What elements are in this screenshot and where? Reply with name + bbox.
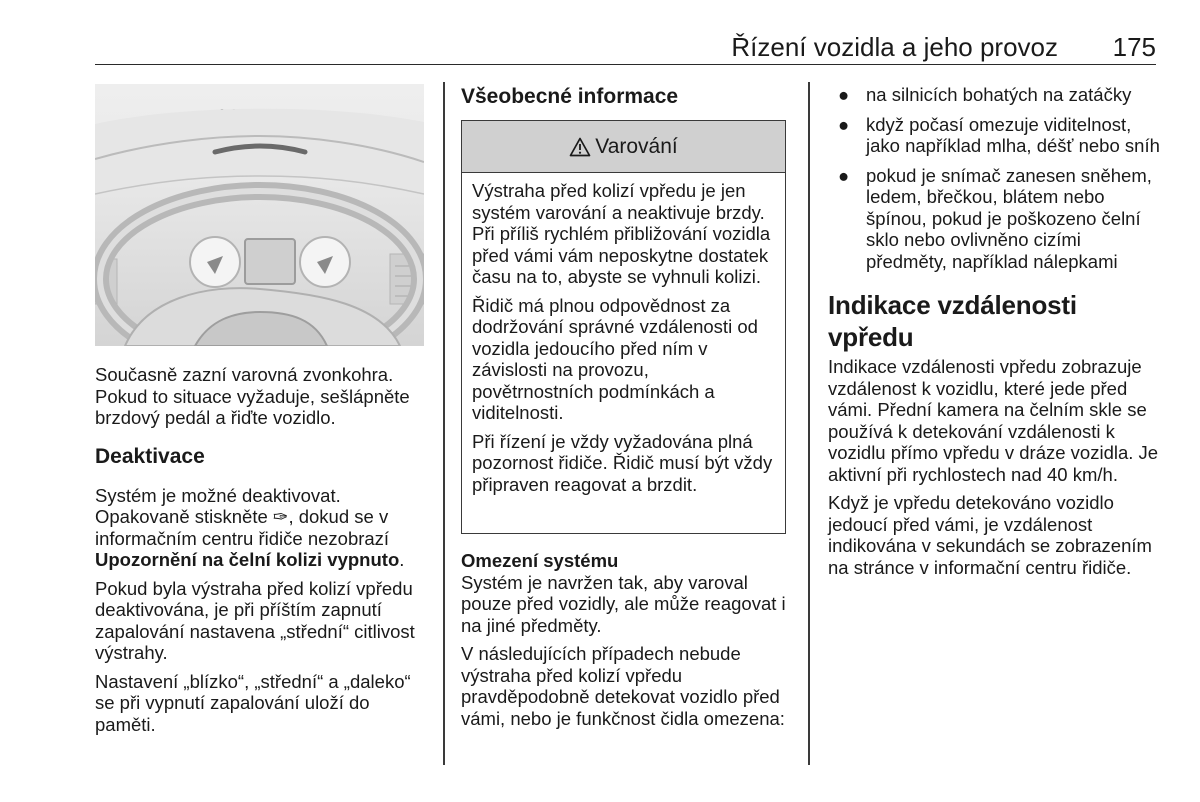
warning-header: [462, 121, 785, 173]
paragraph: Nastavení „blízko“, „střední“ a „daleko“ se při vypnutí zapalování uloží do paměti.: [95, 670, 411, 735]
display-message: Upozornění na čelní kolizi vypnuto: [95, 549, 400, 570]
section-heading: Indikace vzdálenosti vpředu: [828, 290, 1077, 352]
paragraph: V následujících případech nebude výstraha před kolizí vpředu pravděpodobně detekovat vozidlo před vámi, nebo je funkčnost čidla omezena:: [461, 643, 785, 729]
warning-triangle-icon: [569, 137, 591, 157]
paragraph: Indikace vzdálenosti vpředu zobrazuje vzdálenost k vozidlu, které jede před vámi. Přední kamera na čelním skle se používá k detekování vzdálenosti k vozidlu přímo vpředu v dráze vozidla. Je aktivní při rychlostech nad 40 km/h.: [828, 356, 1159, 485]
forward-collision-button-icon: ✑: [272, 506, 289, 527]
column-middle: [461, 84, 796, 110]
list-item: ● když počasí omezuje viditelnost, jako například mlha, déšť nebo sníh: [838, 113, 1160, 156]
paragraph: Když je vpředu detekováno vozidlo jedoucí před vámi, je vzdálenost indikována v sekundách se zobrazením na stránce v informační centru řidiče.: [828, 492, 1152, 578]
section-heading: Všeobecné informace: [461, 85, 679, 108]
column-divider: [808, 82, 810, 765]
bullet-icon: ●: [838, 164, 850, 186]
system-limits-section: [461, 550, 791, 736]
paragraph: Pokud byla výstraha před kolizí vpředu deaktivována, je při příštím zapnutí zapalování nastavena „střední“ citlivost výstrahy.: [95, 577, 415, 663]
warning-paragraph: Výstraha před kolizí vpředu je jen systém varování a neaktivuje brzdy. Při příliš rychlém přibližování vozidla před vámi vám neposkytne dostatek času na to, abyste se vyhnuli kolizi.: [472, 180, 771, 287]
dashboard-illustration: [95, 84, 424, 346]
column-divider: [443, 82, 445, 765]
warning-box: [461, 120, 786, 534]
page-number: 175: [1112, 32, 1156, 62]
warning-title: Varování: [595, 134, 678, 158]
section-heading: Deaktivace: [95, 444, 205, 468]
subsection-heading: Omezení systému: [461, 550, 619, 571]
paragraph: Systém je navržen tak, aby varoval pouze před vozidly, ale může reagovat i na jiné předměty.: [461, 571, 786, 636]
column-right: [828, 84, 1163, 585]
list-item: ● na silnicích bohatých na zatáčky: [838, 84, 1132, 105]
bullet-icon: ●: [838, 113, 850, 135]
paragraph: Současně zazní varovná zvonkohra. Pokud to situace vyžaduje, sešlápněte brzdový pedál a řiďte vozidlo.: [95, 364, 410, 428]
bullet-list: [828, 84, 1163, 272]
page-header: [95, 30, 1156, 65]
paragraph: Systém je možné deaktivovat. Opakovaně stiskněte ✑, dokud se v informačním centru řidiče nezobrazí Upozornění na čelní kolizi vypnuto.: [95, 484, 405, 570]
chapter-title: Řízení vozidla a jeho provoz: [731, 32, 1058, 62]
column-left: [95, 84, 430, 742]
warning-paragraph: Řidič má plnou odpovědnost za dodržování správné vzdálenosti od vozidla jedoucího před ním v závislosti na provozu, povětrnostních podmínkách a viditelnosti.: [472, 294, 758, 423]
list-item: ● pokud je snímač zanesen sněhem, ledem, břečkou, blátem nebo špínou, pokud je poškozeno čelní sklo nebo ovlivněno cizími předměty, například nálepkami: [838, 164, 1152, 272]
warning-paragraph: Při řízení je vždy vyžadována plná pozornost řidiče. Řidič musí být vždy připraven reagovat a brzdit.: [472, 430, 773, 495]
bullet-icon: ●: [838, 84, 850, 105]
